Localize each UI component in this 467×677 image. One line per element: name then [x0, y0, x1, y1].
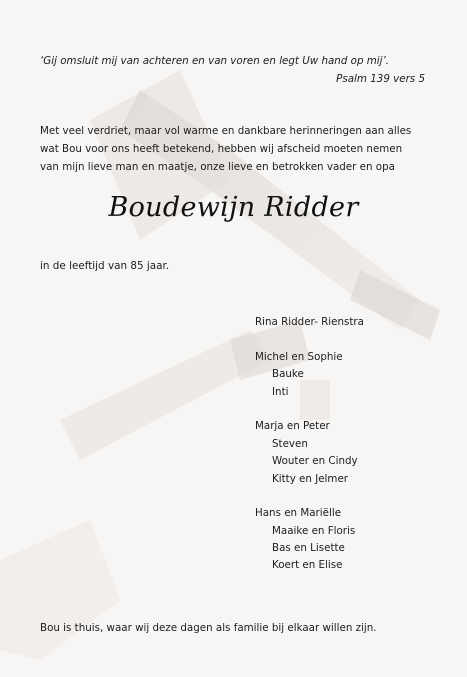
family-group-head: Marja en Peter	[255, 420, 330, 433]
family-group	[255, 349, 364, 401]
age-line: in de leeftijd van 85 jaar.	[40, 260, 170, 272]
family-group-head: Hans en Mariëlle	[255, 507, 342, 520]
family-member: Steven	[272, 437, 308, 450]
family-member: Wouter en Cindy	[272, 455, 358, 468]
family-member: Kitty en Jelmer	[272, 472, 349, 485]
family-member: Bauke	[272, 368, 304, 381]
quote-reference: Psalm 139 vers 5	[336, 73, 425, 85]
closing-sentence: Bou is thuis, waar wij deze dagen als familie bij elkaar willen zijn.	[40, 622, 377, 634]
spouse-name: Rina Ridder- Rienstra	[255, 316, 364, 328]
family-list	[255, 314, 364, 592]
quote-text: ‘Gij omsluit mij van achteren en van voren en legt Uw hand op mij’.	[40, 55, 390, 67]
family-member: Maaike en Floris	[272, 524, 356, 537]
family-group-head: Michel en Sophie	[255, 350, 343, 363]
intro-line: van mijn lieve man en maatje, onze lieve en betrokken vader en opa	[40, 161, 395, 173]
intro-line: Met veel verdriet, maar vol warme en dankbare herinneringen aan alles	[40, 125, 412, 137]
family-group	[255, 505, 364, 575]
family-member: Inti	[272, 385, 289, 398]
family-member: Bas en Lisette	[272, 542, 345, 555]
family-group	[255, 418, 364, 488]
family-member: Koert en Elise	[272, 559, 343, 572]
bible-quote	[40, 52, 425, 88]
intro-line: wat Bou voor ons heeft betekend, hebben wij afscheid moeten nemen	[40, 143, 403, 155]
intro-paragraph	[40, 122, 425, 176]
deceased-name: Boudewijn Ridder	[108, 192, 359, 223]
